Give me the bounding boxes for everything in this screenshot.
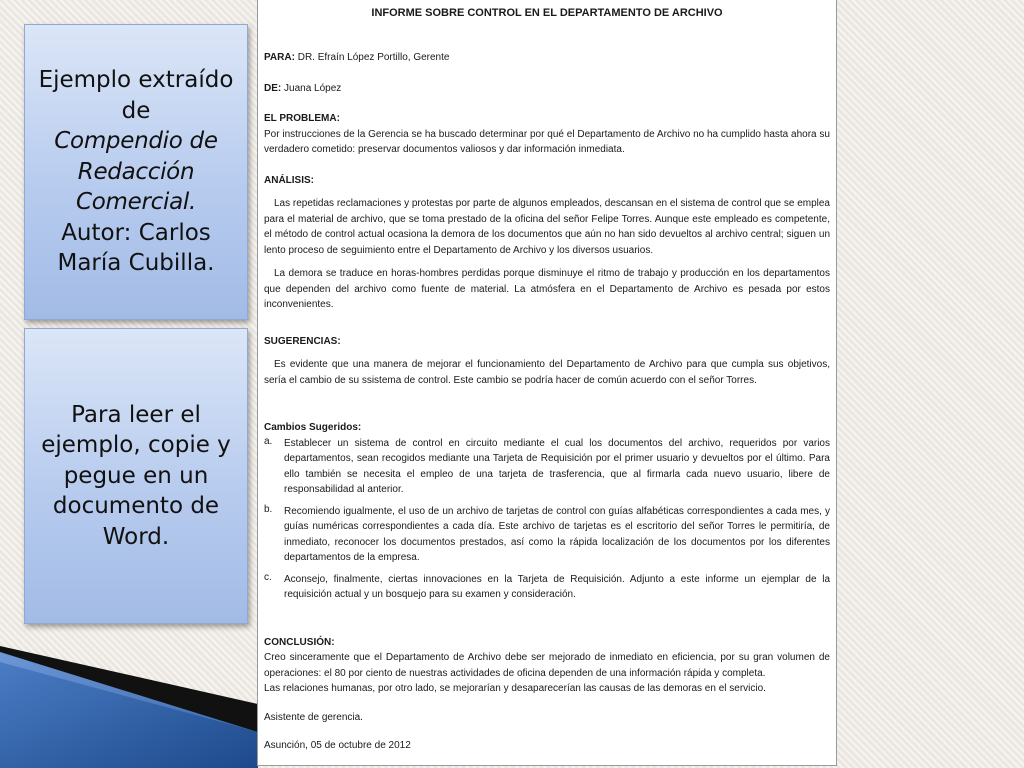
sugerencias-heading: SUGERENCIAS:: [264, 335, 341, 347]
source-info-text: [31, 65, 241, 279]
list-item-text: Recomiendo igualmente, el uso de un archivo de tarjetas de control con guías alfabéticas correspondientes a cada mes, y guías numéricas correspondientes a cada día. Este archivo de tarjetas es el escritorio del señor Torres le permitiría, de inmediato, reconocer los documentos prestados, así como la rápida localización de los documentos por los diferentes departamentos de la empresa.: [284, 505, 830, 563]
sugerencias-text: Es evidente que una manera de mejorar el funcionamiento del Departamento de Archivo para que cumpla sus objetivos, sería el cambio de su ssistema de control. Este cambio se podría hacer de común acuerdo con el señor Torres.: [264, 359, 830, 386]
problema-heading: EL PROBLEMA:: [264, 113, 340, 124]
recipient-label: PARA:: [264, 52, 295, 63]
corner-band-dark: [0, 662, 258, 768]
sender-label: DE:: [264, 82, 282, 94]
conclusion-heading: CONCLUSIÓN:: [264, 636, 335, 648]
document-title: INFORME SOBRE CONTROL EN EL DEPARTAMENTO DE ARCHIVO: [371, 7, 723, 19]
sender-value: Juana López: [281, 82, 342, 94]
author-credit: Autor: Carlos María Cubilla.: [57, 219, 215, 277]
list-item: [264, 572, 830, 603]
source-intro: Ejemplo extraído de: [38, 67, 234, 124]
list-item: [264, 504, 830, 566]
corner-band-light: [0, 652, 258, 768]
list-item-text: Establecer un sistema de control en circuito mediante el cual los documentos del archivo, requeridos por varios departamentos, sean recogidos mediante una Tarjeta de Requisición por el primer usuario y devueltos por el último. Para ello también se necesita el empleo de una tarjeta de trasferencia, que al firmarla cada nuevo usuario, libere de responsabilidad al anterior.: [284, 437, 830, 495]
recipient-line: [264, 50, 830, 66]
analisis-paragraph-2: La demora se traduce en horas-hombres perdidas porque disminuye el ritmo de trabajo y producción en los departamentos que dependen del archivo como fuente de material. La atmósfera en el Departamento de Archivo es pesada por estos inconvenientes.: [264, 268, 830, 310]
instruction-box: [24, 328, 248, 624]
list-item-letter: b.: [264, 503, 273, 515]
conclusion-paragraph-1: Creo sinceramente que el Departamento de Archivo debe ser mejorado de inmediato en eficiencia, por su gran volumen de operaciones: el 80 por ciento de nuestras actividades de oficina dependen de una información rápida y completa.: [264, 652, 830, 679]
list-item-text: Aconsejo, finalmente, ciertas innovaciones en la Tarjeta de Requisición. Adjunto a este informe un ejemplar de la requisición actual y un bosquejo para su examen y consideración.: [284, 573, 830, 600]
place-date-line: Asunción, 05 de octubre de 2012: [264, 740, 411, 751]
signature-line: Asistente de gerencia.: [264, 711, 363, 723]
source-info-box: [24, 24, 248, 320]
sender-line: [264, 81, 830, 97]
book-title: Compendio de Redacción Comercial.: [54, 128, 218, 216]
recipient-value: DR. Efraín López Portillo, Gerente: [294, 52, 450, 63]
instruction-text: Para leer el ejemplo, copie y pegue en un documento de Word.: [41, 401, 231, 550]
cambios-heading: Cambios Sugeridos:: [264, 422, 362, 433]
analisis-heading: ANÁLISIS:: [264, 174, 314, 186]
report-document: [257, 0, 837, 766]
problema-text: Por instrucciones de la Gerencia se ha buscado determinar por qué el Departamento de Archivo no ha cumplido hasta ahora su verdadero cometido: preservar documentos valiosos y dar información inmediata.: [264, 128, 830, 155]
corner-stripe-black: [0, 646, 258, 732]
analisis-paragraph-1: Las repetidas reclamaciones y protestas por parte de algunos empleados, descansan en el sistema de control que se emplea para el material de archivo, que se toma prestado de la oficina del señor Felipe Torres. Aunque este empleado es competente, el método de control actual ocasiona la demora de los documentos que aún no han sido devueltos al archivo central; siguen un lento proceso de seguimiento entre el Departamento de Archivo y los diversos usuarios.: [264, 198, 830, 256]
conclusion-paragraph-2: Las relaciones humanas, por otro lado, se mejorarían y desaparecerían las causas de las demoras en el servicio.: [264, 683, 766, 694]
list-item-letter: a.: [264, 435, 273, 447]
list-item: [264, 436, 830, 498]
list-item-letter: c.: [264, 571, 272, 583]
